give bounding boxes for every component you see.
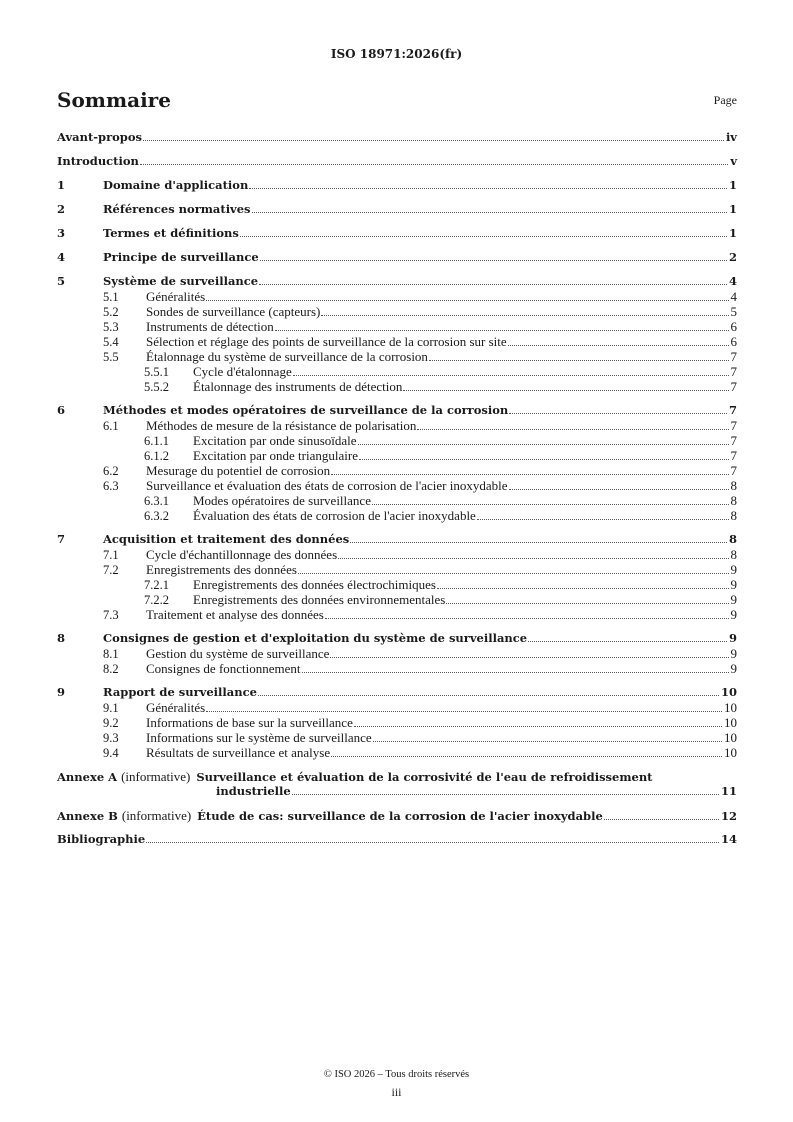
- dot-leader: [372, 504, 729, 505]
- dot-leader: [403, 390, 728, 391]
- toc-entry-text: Acquisition et traitement des données: [103, 532, 350, 546]
- toc-entry-page: 7: [730, 463, 737, 478]
- toc-entry-number: 7.2: [103, 563, 119, 577]
- toc-entry-clause-2[interactable]: [57, 202, 737, 217]
- toc-entry-text: Évaluation des états de corrosion de l'acier inoxydable: [193, 508, 476, 523]
- annex-label: Annexe A: [57, 770, 118, 784]
- toc-entry-text: Étalonnage des instruments de détection: [193, 379, 403, 394]
- dot-leader: [292, 794, 719, 795]
- toc-entry-number: 8.1: [103, 647, 119, 661]
- toc-entry-number: 7.2.2: [144, 593, 169, 607]
- toc-entry-6-3-2[interactable]: [57, 508, 737, 523]
- annex-type: (informative): [121, 808, 192, 823]
- toc-entry-page: 5: [730, 304, 737, 319]
- toc-entry-text: Excitation par onde sinusoïdale: [193, 433, 357, 448]
- toc-entry-number: 3: [57, 226, 66, 240]
- toc-entry-text: Informations sur le système de surveillance: [146, 730, 372, 745]
- toc-entry-number: 5.5.2: [144, 380, 169, 394]
- annex-label: Annexe B: [57, 809, 118, 823]
- toc-entry-7-2[interactable]: [57, 562, 737, 577]
- toc-entry-5-5-1[interactable]: [57, 364, 737, 379]
- toc-entry-text: Système de surveillance: [103, 274, 259, 288]
- toc-entry-page: 8: [730, 508, 737, 523]
- toc-entry-clause-9[interactable]: [57, 685, 737, 700]
- toc-entry-text-continued: industrielle: [216, 784, 291, 798]
- toc-entry-number: 5.3: [103, 320, 119, 334]
- toc-entry-9-4[interactable]: [57, 745, 737, 760]
- toc-entry-text: Consignes de gestion et d'exploitation du système de surveillance: [103, 631, 528, 645]
- toc-entry-text: Rapport de surveillance: [103, 685, 257, 699]
- toc-entry-number: 1: [57, 178, 66, 192]
- annex-a-line-2: [57, 784, 737, 799]
- toc-entry-number: 5.5.1: [144, 365, 169, 379]
- toc-entry-page: 11: [720, 784, 737, 798]
- toc-entry-annex-a[interactable]: [57, 769, 737, 799]
- toc-entry-text: Domaine d'application: [103, 178, 249, 192]
- toc-entry-5-3[interactable]: [57, 319, 737, 334]
- toc-entry-number: 7: [57, 532, 66, 546]
- toc-entry-5-4[interactable]: [57, 334, 737, 349]
- toc-entry-page: 8: [730, 493, 737, 508]
- toc-entry-page: 7: [728, 403, 737, 417]
- toc-entry-text: Enregistrements des données environnementales: [193, 592, 446, 607]
- toc-entry-page: 7: [730, 379, 737, 394]
- table-of-contents: [57, 130, 737, 847]
- toc-entry-text: Termes et définitions: [103, 226, 239, 240]
- dot-leader: [338, 558, 728, 559]
- toc-entry-6-2[interactable]: [57, 463, 737, 478]
- toc-entry-6-1-1[interactable]: [57, 433, 737, 448]
- toc-entry-text: Enregistrements des données électrochimiques: [193, 577, 436, 592]
- toc-entry-text: Modes opératoires de surveillance: [193, 493, 371, 508]
- dot-leader: [354, 726, 722, 727]
- toc-entry-5-2[interactable]: [57, 304, 737, 319]
- toc-entry-number: 2: [57, 202, 66, 216]
- toc-entry-6-3-1[interactable]: [57, 493, 737, 508]
- toc-entry-text: Surveillance et évaluation de la corrosivité de l'eau de refroidissement: [196, 770, 653, 784]
- annex-type: (informative): [121, 769, 191, 784]
- toc-entry-5-5[interactable]: [57, 349, 737, 364]
- toc-entry-number: 4: [57, 250, 66, 264]
- dot-leader: [350, 542, 727, 543]
- toc-entry-page: 8: [730, 478, 737, 493]
- toc-entry-annex-b[interactable]: [57, 808, 737, 823]
- page-number: iii: [391, 1085, 402, 1099]
- dot-leader: [429, 360, 729, 361]
- dot-leader: [249, 188, 727, 189]
- dot-leader: [298, 573, 729, 574]
- toc-entry-page: 7: [730, 364, 737, 379]
- toc-entry-text: Excitation par onde triangulaire: [193, 448, 358, 463]
- toc-entry-clause-4[interactable]: [57, 250, 737, 265]
- toc-entry-7-2-1[interactable]: [57, 577, 737, 592]
- toc-entry-page: 1: [728, 202, 737, 216]
- dot-leader: [206, 711, 722, 712]
- dot-leader: [437, 588, 729, 589]
- dot-leader: [417, 429, 728, 430]
- dot-leader: [140, 164, 728, 165]
- toc-entry-9-3[interactable]: [57, 730, 737, 745]
- dot-leader: [373, 741, 722, 742]
- toc-entry-introduction[interactable]: [57, 154, 737, 169]
- dot-leader: [358, 444, 729, 445]
- toc-entry-page: 2: [728, 250, 737, 264]
- toc-entry-page: 7: [730, 433, 737, 448]
- toc-entry-page: 10: [724, 730, 737, 745]
- toc-entry-text: Méthodes et modes opératoires de surveillance de la corrosion: [103, 403, 509, 417]
- dot-leader: [331, 756, 722, 757]
- dot-leader: [477, 519, 729, 520]
- toc-entry-page: 4: [728, 274, 737, 288]
- toc-entry-number: 8.2: [103, 662, 119, 676]
- toc-entry-text: Traitement et analyse des données: [146, 607, 324, 622]
- toc-entry-8-1[interactable]: [57, 646, 737, 661]
- toc-entry-page: iv: [725, 130, 737, 144]
- toc-entry-text: Sondes de surveillance (capteurs): [146, 304, 321, 319]
- toc-entry-page: 6: [730, 334, 737, 349]
- toc-entry-number: 7.2.1: [144, 578, 169, 592]
- toc-entry-number: 6.3.1: [144, 494, 169, 508]
- toc-entry-number: 7.3: [103, 608, 119, 622]
- toc-entry-page: 10: [720, 685, 737, 699]
- toc-entry-page: 7: [730, 418, 737, 433]
- toc-entry-number: 9.3: [103, 731, 119, 745]
- dot-leader: [508, 345, 729, 346]
- toc-entry-text: Étude de cas: surveillance de la corrosion de l'acier inoxydable: [197, 809, 603, 823]
- toc-entry-page: v: [730, 154, 737, 168]
- toc-entry-page: 4: [730, 289, 737, 304]
- toc-entry-number: 6.2: [103, 464, 119, 478]
- toc-entry-page: 8: [728, 532, 737, 546]
- toc-entry-clause-1[interactable]: [57, 178, 737, 193]
- toc-entry-7-3[interactable]: [57, 607, 737, 622]
- dot-leader: [509, 413, 727, 414]
- dot-leader: [331, 474, 728, 475]
- toc-entry-page: 9: [730, 577, 737, 592]
- toc-entry-number: 6.3.2: [144, 509, 169, 523]
- toc-entry-text: Méthodes de mesure de la résistance de polarisation: [146, 418, 417, 433]
- toc-entry-page: 10: [724, 745, 737, 760]
- toc-entry-clause-7[interactable]: [57, 532, 737, 547]
- page-column-label: Page: [713, 93, 737, 107]
- toc-entry-7-2-2[interactable]: [57, 592, 737, 607]
- toc-entry-page: 9: [730, 592, 737, 607]
- toc-entry-number: 6.1.2: [144, 449, 169, 463]
- toc-entry-number: 5.4: [103, 335, 119, 349]
- toc-entry-text: Résultats de surveillance et analyse: [146, 745, 331, 760]
- dot-leader: [509, 489, 729, 490]
- toc-entry-page: 1: [728, 226, 737, 240]
- dot-leader: [528, 641, 727, 642]
- toc-entry-bibliography[interactable]: [57, 832, 737, 847]
- toc-entry-text: Surveillance et évaluation des états de corrosion de l'acier inoxydable: [146, 478, 508, 493]
- dot-leader: [258, 695, 719, 696]
- toc-entry-text: Principe de surveillance: [103, 250, 259, 264]
- toc-entry-6-3[interactable]: [57, 478, 737, 493]
- toc-entry-8-2[interactable]: [57, 661, 737, 676]
- toc-entry-number: 5.2: [103, 305, 119, 319]
- dot-leader: [275, 330, 729, 331]
- toc-entry-number: 5.1: [103, 290, 119, 304]
- toc-entry-page: 9: [730, 646, 737, 661]
- toc-entry-page: 9: [730, 562, 737, 577]
- toc-entry-text: Cycle d'échantillonnage des données: [146, 547, 338, 562]
- dot-leader: [146, 842, 719, 843]
- toc-entry-5-1[interactable]: [57, 289, 737, 304]
- toc-entry-text: Avant-propos: [57, 130, 142, 144]
- toc-entry-text: Étalonnage du système de surveillance de la corrosion: [146, 349, 428, 364]
- toc-entry-number: 6.3: [103, 479, 119, 493]
- dot-leader: [302, 672, 729, 673]
- dot-leader: [293, 375, 729, 376]
- toc-entry-text: Généralités: [146, 700, 206, 715]
- dot-leader: [446, 603, 728, 604]
- toc-entry-number: 6: [57, 403, 66, 417]
- toc-entry-page: 9: [728, 631, 737, 645]
- toc-entry-page: 9: [730, 607, 737, 622]
- dot-leader: [259, 284, 727, 285]
- toc-entry-page: 14: [720, 832, 737, 846]
- toc-entry-text: Enregistrements des données: [146, 562, 297, 577]
- title-row: [57, 88, 737, 112]
- toc-entry-9-1[interactable]: [57, 700, 737, 715]
- toc-entry-text: Introduction: [57, 154, 139, 168]
- toc-entry-number: 7.1: [103, 548, 119, 562]
- dot-leader: [260, 260, 727, 261]
- toc-entry-text: Gestion du système de surveillance: [146, 646, 330, 661]
- toc-entry-text: Informations de base sur la surveillance: [146, 715, 353, 730]
- toc-entry-5-5-2[interactable]: [57, 379, 737, 394]
- toc-entry-text: Instruments de détection: [146, 319, 274, 334]
- toc-entry-page: 7: [730, 448, 737, 463]
- toc-entry-clause-8[interactable]: [57, 631, 737, 646]
- toc-entry-text: Généralités: [146, 289, 206, 304]
- dot-leader: [321, 315, 728, 316]
- toc-entry-number: 9.4: [103, 746, 119, 760]
- toc-entry-number: 5.5: [103, 350, 119, 364]
- dot-leader: [206, 300, 728, 301]
- toc-entry-clause-6[interactable]: [57, 403, 737, 418]
- toc-entry-text: Mesurage du potentiel de corrosion: [146, 463, 331, 478]
- toc-entry-text: Consignes de fonctionnement: [146, 661, 301, 676]
- toc-entry-clause-5[interactable]: [57, 274, 737, 289]
- toc-entry-6-1-2[interactable]: [57, 448, 737, 463]
- toc-entry-number: 9: [57, 685, 66, 699]
- dot-leader: [240, 236, 727, 237]
- toc-entry-number: 6.1.1: [144, 434, 169, 448]
- toc-entry-text: Références normatives: [103, 202, 251, 216]
- toc-entry-number: 5: [57, 274, 66, 288]
- toc-entry-foreword[interactable]: [57, 130, 737, 145]
- annex-a-line-1: [57, 769, 737, 784]
- dot-leader: [143, 140, 724, 141]
- dot-leader: [330, 657, 728, 658]
- toc-entry-text: Cycle d'étalonnage: [193, 364, 292, 379]
- document-id-header: ISO 18971:2026(fr): [330, 47, 463, 61]
- dot-leader: [359, 459, 729, 460]
- toc-entry-clause-3[interactable]: [57, 226, 737, 241]
- toc-entry-page: 7: [730, 349, 737, 364]
- toc-entry-page: 9: [730, 661, 737, 676]
- dot-leader: [252, 212, 727, 213]
- toc-entry-number: 9.1: [103, 701, 119, 715]
- toc-entry-page: 1: [728, 178, 737, 192]
- dot-leader: [325, 618, 729, 619]
- toc-entry-page: 10: [724, 715, 737, 730]
- copyright-footer: © ISO 2026 – Tous droits réservés: [323, 1069, 470, 1080]
- toc-entry-page: 6: [730, 319, 737, 334]
- toc-entry-7-1[interactable]: [57, 547, 737, 562]
- toc-entry-page: 12: [720, 809, 737, 823]
- toc-entry-6-1[interactable]: [57, 418, 737, 433]
- toc-entry-text: Sélection et réglage des points de surveillance de la corrosion sur site: [146, 334, 507, 349]
- toc-entry-page: 10: [724, 700, 737, 715]
- toc-entry-text: Bibliographie: [57, 832, 146, 846]
- toc-entry-number: 6.1: [103, 419, 119, 433]
- toc-entry-number: 8: [57, 631, 66, 645]
- toc-entry-number: 9.2: [103, 716, 119, 730]
- toc-entry-9-2[interactable]: [57, 715, 737, 730]
- page-title: Sommaire: [57, 88, 171, 112]
- dot-leader: [604, 819, 719, 820]
- toc-entry-page: 8: [730, 547, 737, 562]
